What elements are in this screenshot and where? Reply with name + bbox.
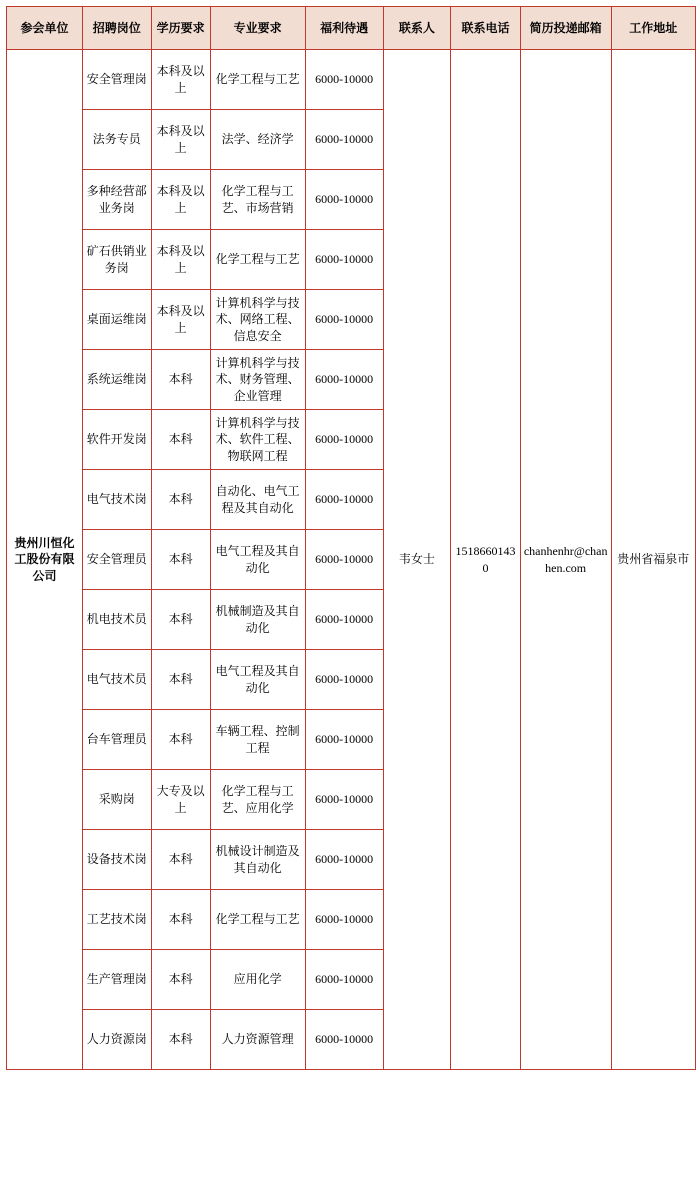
cell-salary: 6000-10000 [305,650,383,710]
cell-education: 本科及以上 [151,110,210,170]
cell-company: 贵州川恒化工股份有限公司 [7,50,83,1070]
cell-salary: 6000-10000 [305,230,383,290]
cell-education: 本科 [151,830,210,890]
header-work-address: 工作地址 [611,7,695,50]
cell-education: 本科及以上 [151,290,210,350]
cell-major: 电气工程及其自动化 [210,530,305,590]
cell-major: 计算机科学与技术、财务管理、企业管理 [210,350,305,410]
cell-major: 自动化、电气工程及其自动化 [210,470,305,530]
recruitment-table [6,6,696,1070]
cell-post: 法务专员 [82,110,151,170]
cell-salary: 6000-10000 [305,110,383,170]
cell-salary: 6000-10000 [305,890,383,950]
cell-post: 系统运维岗 [82,350,151,410]
table-row [7,50,696,110]
cell-post: 电气技术员 [82,650,151,710]
cell-post: 台车管理员 [82,710,151,770]
cell-post: 机电技术员 [82,590,151,650]
cell-education: 本科及以上 [151,170,210,230]
cell-major: 机械设计制造及其自动化 [210,830,305,890]
cell-post: 安全管理岗 [82,50,151,110]
cell-contact-person: 韦女士 [383,50,451,1070]
header-major: 专业要求 [210,7,305,50]
header-company: 参会单位 [7,7,83,50]
cell-major: 化学工程与工艺 [210,230,305,290]
cell-post: 安全管理员 [82,530,151,590]
cell-major: 化学工程与工艺 [210,50,305,110]
cell-education: 本科 [151,710,210,770]
cell-work-address: 贵州省福泉市 [611,50,695,1070]
cell-salary: 6000-10000 [305,50,383,110]
cell-post: 采购岗 [82,770,151,830]
cell-post: 工艺技术岗 [82,890,151,950]
cell-major: 应用化学 [210,950,305,1010]
header-education: 学历要求 [151,7,210,50]
cell-education: 本科及以上 [151,50,210,110]
table-header [7,7,696,50]
cell-major: 计算机科学与技术、软件工程、物联网工程 [210,410,305,470]
header-salary: 福利待遇 [305,7,383,50]
cell-salary: 6000-10000 [305,830,383,890]
header-contact-person: 联系人 [383,7,451,50]
cell-education: 本科 [151,530,210,590]
cell-education: 本科 [151,1010,210,1070]
header-email: 简历投递邮箱 [520,7,611,50]
cell-post: 设备技术岗 [82,830,151,890]
cell-salary: 6000-10000 [305,170,383,230]
cell-salary: 6000-10000 [305,950,383,1010]
cell-salary: 6000-10000 [305,350,383,410]
cell-major: 化学工程与工艺 [210,890,305,950]
cell-salary: 6000-10000 [305,710,383,770]
cell-post: 人力资源岗 [82,1010,151,1070]
cell-salary: 6000-10000 [305,470,383,530]
cell-contact-phone: 15186601430 [451,50,521,1070]
cell-major: 计算机科学与技术、网络工程、信息安全 [210,290,305,350]
cell-salary: 6000-10000 [305,770,383,830]
cell-education: 本科 [151,890,210,950]
cell-post: 矿石供销业务岗 [82,230,151,290]
cell-major: 人力资源管理 [210,1010,305,1070]
cell-email: chanhenhr@chanhen.com [520,50,611,1070]
recruitment-table-sheet [0,6,700,1194]
cell-post: 电气技术岗 [82,470,151,530]
table-header-row [7,7,696,50]
cell-post: 桌面运维岗 [82,290,151,350]
header-contact-phone: 联系电话 [451,7,521,50]
cell-post: 多种经营部业务岗 [82,170,151,230]
cell-major: 机械制造及其自动化 [210,590,305,650]
cell-education: 本科 [151,950,210,1010]
cell-salary: 6000-10000 [305,290,383,350]
cell-salary: 6000-10000 [305,410,383,470]
cell-major: 电气工程及其自动化 [210,650,305,710]
cell-education: 本科 [151,470,210,530]
cell-salary: 6000-10000 [305,590,383,650]
cell-salary: 6000-10000 [305,1010,383,1070]
cell-major: 化学工程与工艺、应用化学 [210,770,305,830]
header-post: 招聘岗位 [82,7,151,50]
cell-major: 化学工程与工艺、市场营销 [210,170,305,230]
cell-major: 车辆工程、控制工程 [210,710,305,770]
cell-education: 大专及以上 [151,770,210,830]
cell-education: 本科 [151,410,210,470]
cell-salary: 6000-10000 [305,530,383,590]
cell-education: 本科及以上 [151,230,210,290]
cell-education: 本科 [151,590,210,650]
cell-education: 本科 [151,650,210,710]
cell-major: 法学、经济学 [210,110,305,170]
cell-post: 生产管理岗 [82,950,151,1010]
cell-education: 本科 [151,350,210,410]
cell-post: 软件开发岗 [82,410,151,470]
table-body [7,50,696,1070]
